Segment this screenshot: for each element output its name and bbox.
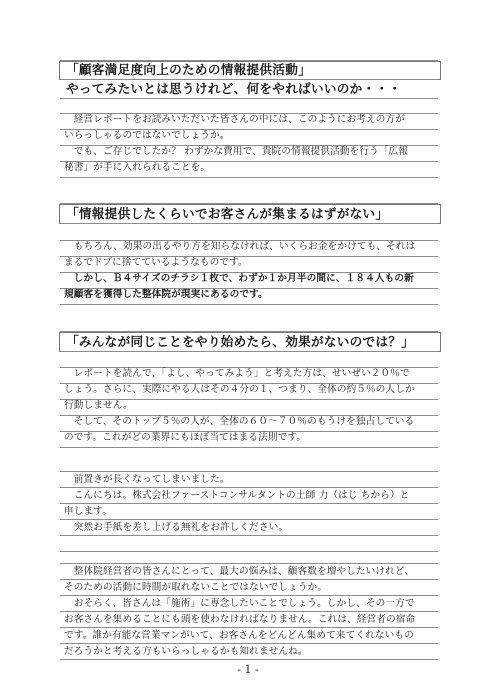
section2-line: しかし、Ｂ４サイズのチラシ１枚で、わずか１か月半の間に、１８４人もの新 bbox=[64, 273, 414, 284]
ruled-line bbox=[60, 611, 438, 612]
section2-title: 「情報提供したくらいでお客さんが集まるはずがない」 bbox=[66, 206, 389, 221]
ruled-line bbox=[60, 551, 438, 552]
section5-line: だろうかと考える方もいらっしゃるかも知れませんね。 bbox=[64, 646, 308, 657]
ruled-line bbox=[60, 98, 438, 99]
page-number: - 1 - bbox=[237, 663, 259, 676]
section1-title: 「顧客満足度向上のための情報提供活動」 bbox=[66, 62, 311, 77]
ruled-line bbox=[60, 627, 438, 628]
ruled-line bbox=[60, 304, 438, 305]
ruled-line bbox=[60, 519, 438, 520]
ruled-line bbox=[60, 563, 438, 564]
ruled-line bbox=[60, 579, 438, 580]
ruled-line bbox=[60, 471, 438, 472]
section2-line: もちろん、効果の出るやり方を知らなければ、いくらお金をかけても、それは bbox=[64, 241, 416, 252]
section5-line: おそらく、皆さんは「施術」に専念したいことでしょう。しかし、その一方で bbox=[64, 598, 415, 609]
ruled-line bbox=[60, 177, 438, 178]
ruled-line bbox=[60, 643, 438, 644]
ruled-line bbox=[60, 447, 438, 448]
section2-line: まるでドブに捨てているようなものです。 bbox=[64, 257, 248, 268]
section4-line: 前置きが長くなってしまいました。 bbox=[64, 474, 230, 485]
section1-line: でも、ご存じでしたか？ わずかな費用で、貴院の情報提供活動を行う「広報 bbox=[64, 146, 409, 157]
section1-line: いらっしゃるのではないでしょうか。 bbox=[64, 130, 230, 141]
section3-line: のです。これがどの業界にもほぼ当てはまる法則です。 bbox=[64, 432, 307, 443]
section4-line: 突然お手紙を差し上げる無礼をお許しください。 bbox=[64, 522, 289, 533]
section1-line: 経営レポートをお読みいただいた皆さんの中には、このようにお考えの方が bbox=[64, 114, 406, 125]
section5-line: です。誰か有能な営業マンがいて、お客さんをどんどん集めて来てくれないもの bbox=[64, 630, 414, 641]
section3-line: そして、そのトップ５％の人が、全体の６０～７０％のもうけを独占している bbox=[64, 416, 415, 427]
section1-subtitle: やってみたいとは思うけれど、何をやればいいのか・・・ bbox=[66, 81, 402, 96]
ruled-line bbox=[60, 503, 438, 504]
section2-line: 規顧客を獲得した整体院が現実にあるのです。 bbox=[64, 289, 268, 300]
section5-line: お客さんを集めることにも頭を使わなければなりません。これは、経営者の宿命 bbox=[64, 614, 416, 625]
section3-title: 「みんなが同じことをやり始めたら、効果がないのでは？」 bbox=[66, 334, 415, 349]
section3-line: 行動しません。 bbox=[64, 400, 133, 411]
ruled-line bbox=[60, 487, 438, 488]
ruled-line bbox=[60, 595, 438, 596]
section5-line: そのための活動に時間が取れないことではないでしょうか。 bbox=[64, 582, 328, 593]
section3-line: しょう。さらに、実際にやる人はその４分の１、つまり、全体の約５％の人しか bbox=[64, 384, 415, 395]
ruled-line bbox=[60, 223, 438, 224]
section5-line: 整体院経営者の皆さんにとって、最大の悩みは、顧客数を増やしたいけれど、 bbox=[64, 566, 415, 577]
section4-line: 申します。 bbox=[64, 506, 112, 517]
section1-line: 秘書」が手に入れられることを。 bbox=[64, 162, 211, 173]
ruled-line bbox=[60, 535, 438, 536]
ruled-line bbox=[60, 659, 438, 660]
section3-line: レポートを読んで、「よし、やってみよう」と考えた方は、せいぜい２０％で bbox=[64, 368, 410, 379]
section4-line: こんにちは。株式会社ファーストコンサルタントの土師 力（はじ ちから）と bbox=[64, 490, 410, 501]
ruled-line bbox=[60, 351, 438, 352]
